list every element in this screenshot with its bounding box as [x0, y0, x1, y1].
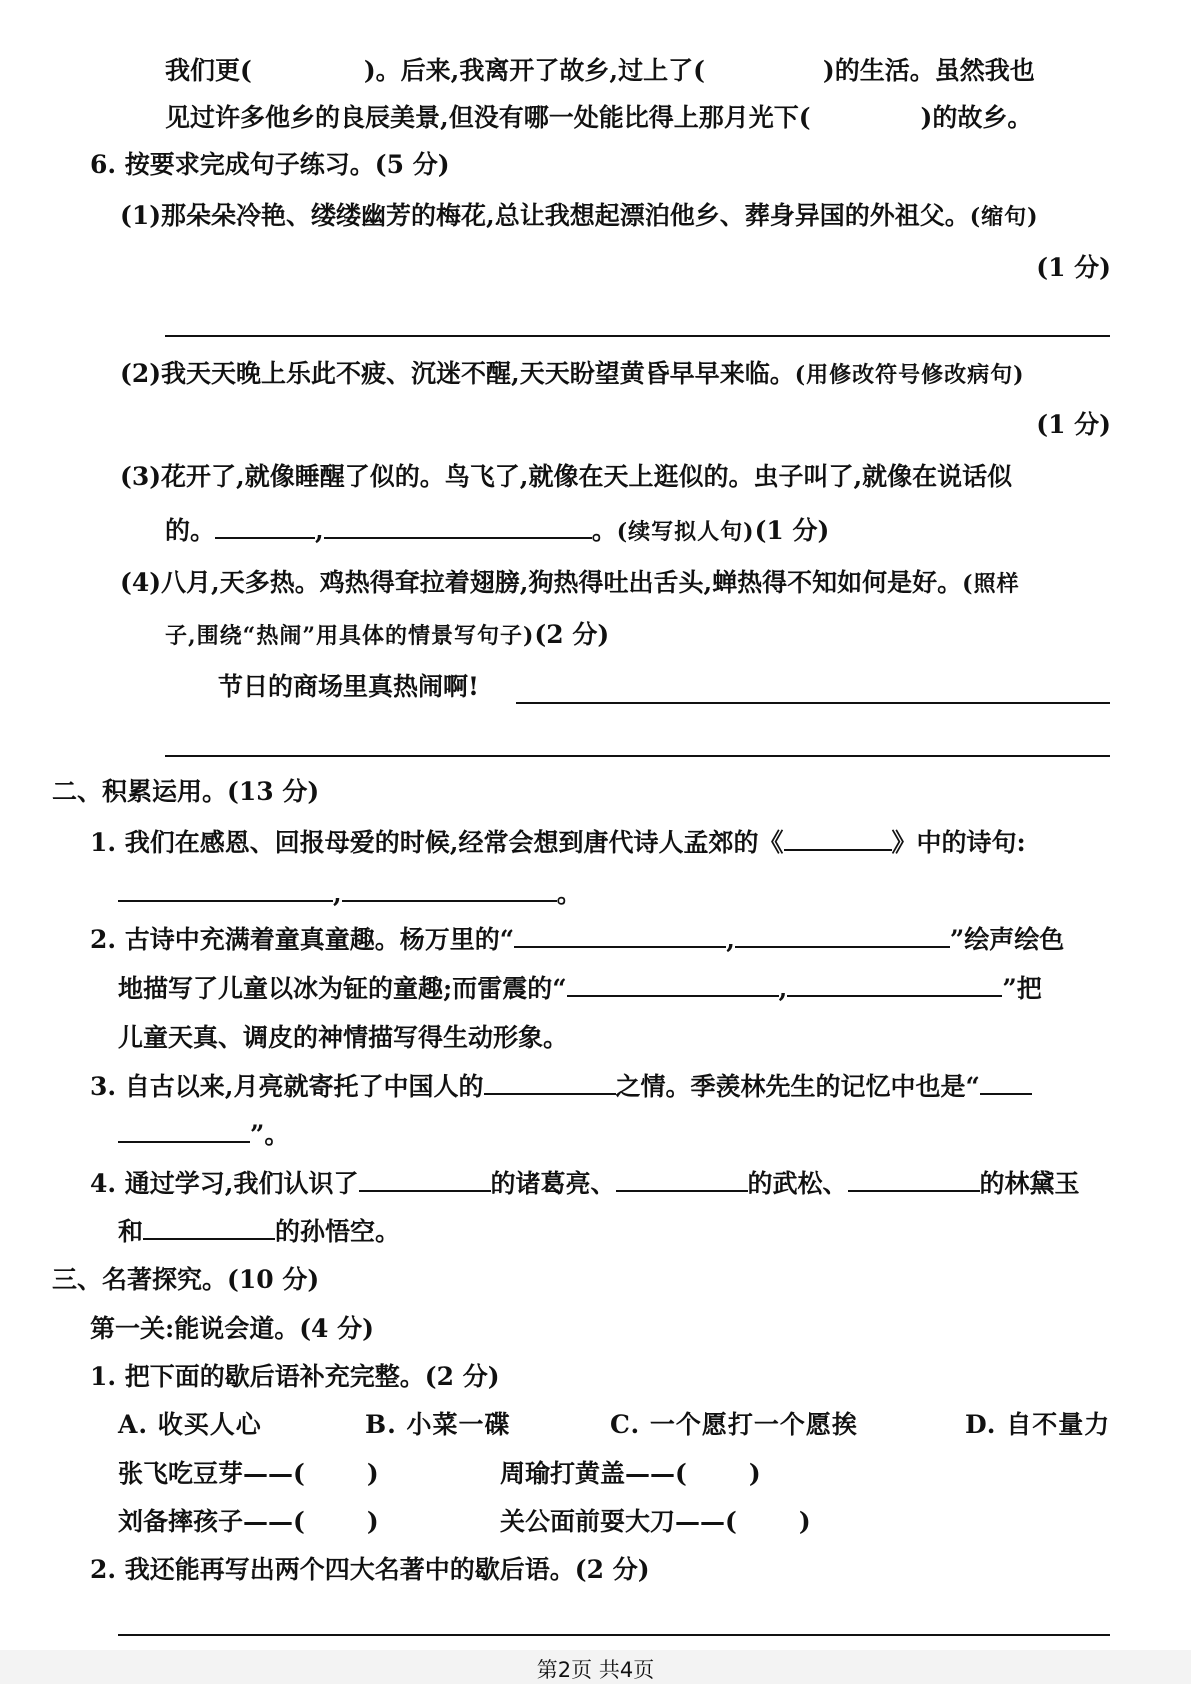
q6-s1-score: (1 分) — [1036, 253, 1111, 282]
sec2-q2 — [90, 922, 1064, 957]
text: 关公面前耍大刀——( — [500, 1507, 737, 1536]
answer-blank-s3-2[interactable] — [324, 513, 592, 539]
answer-blank-wusong[interactable] — [616, 1166, 748, 1192]
text: 刘备摔孩子——( — [118, 1507, 305, 1536]
sec3-q1: 1. 把下面的歇后语补充完整。(2 分) — [90, 1362, 500, 1391]
text: , — [315, 516, 324, 545]
text: 之情。季羡林先生的记忆中也是“ — [615, 1072, 980, 1101]
text: 4. 通过学习,我们认识了 — [90, 1169, 359, 1198]
answer-blank-zhuge[interactable] — [359, 1166, 491, 1192]
text: 的诸葛亮、 — [490, 1169, 616, 1198]
text: 我们更( — [165, 56, 252, 85]
xiehouyu-item-4 — [500, 1505, 811, 1539]
q6-s4-line-2 — [165, 618, 609, 653]
sec3-stage-1: 第一关:能说会道。(4 分) — [90, 1314, 374, 1343]
text: ”。 — [250, 1120, 290, 1149]
text: ) — [366, 1459, 379, 1488]
answer-blank-verse-2[interactable] — [342, 876, 557, 902]
text: (2)我天天晚上乐此不疲、沉迷不醒,天天盼望黄昏早早来临。 — [120, 359, 795, 388]
option-a: A. 收买人心 — [118, 1410, 262, 1439]
sec2-q4 — [90, 1166, 1080, 1201]
text: (4)八月,天多热。鸡热得耷拉着翅膀,狗热得吐出舌头,蝉热得不知如何是好。 — [120, 568, 963, 597]
text: 1. 我们在感恩、回报母爱的时候,经常会想到唐代诗人孟郊的《 — [90, 828, 784, 857]
answer-blank-yang-2[interactable] — [735, 922, 950, 948]
text: )的故乡。 — [920, 103, 1033, 132]
answer-blank-moon[interactable] — [484, 1069, 616, 1095]
answer-line-sec3-q2[interactable] — [118, 1634, 1110, 1636]
task-tag: (用修改符号修改病句) — [794, 362, 1025, 388]
text: 的。 — [165, 516, 216, 545]
text: ) — [748, 1459, 761, 1488]
answer-blank-lin[interactable] — [848, 1166, 980, 1192]
text: 和 — [118, 1217, 144, 1246]
text: 》中的诗句: — [891, 828, 1026, 857]
text: 张飞吃豆芽——( — [118, 1459, 305, 1488]
text: , — [333, 879, 342, 908]
answer-blank-ji-2[interactable] — [118, 1117, 250, 1143]
sec2-q1 — [90, 825, 1026, 860]
section-3-title: 三、名著探究。(10 分) — [52, 1265, 320, 1294]
text: , — [726, 925, 735, 954]
answer-line-s1[interactable] — [165, 335, 1110, 337]
text: 2. 古诗中充满着童真童趣。杨万里的“ — [90, 925, 515, 954]
q6-s3-line-2 — [165, 513, 829, 549]
text: 的林黛玉 — [979, 1169, 1080, 1198]
answer-blank-verse-1[interactable] — [118, 876, 333, 902]
section-2-title: 二、积累运用。(13 分) — [52, 777, 320, 806]
q6-s3-line-1: (3)花开了,就像睡醒了似的。鸟飞了,就像在天上逛似的。虫子叫了,就像在说话似 — [120, 462, 1013, 491]
text: 地描写了儿童以冰为钲的童趣;而雷震的“ — [118, 974, 567, 1003]
xiehouyu-item-1 — [118, 1457, 379, 1491]
answer-blank-s3-1[interactable] — [215, 513, 315, 539]
q6-title: 6. 按要求完成句子练习。(5 分) — [90, 150, 450, 179]
score: (1 分) — [754, 516, 830, 545]
sec2-q1-line-2 — [118, 876, 582, 911]
text: 。 — [556, 879, 582, 908]
answer-blank-yang-1[interactable] — [514, 922, 726, 948]
text: )。后来,我离开了故乡,过上了( — [363, 56, 705, 85]
score: (2 分) — [534, 620, 610, 649]
xiehouyu-item-3 — [118, 1505, 379, 1539]
option-b: B. 小菜一碟 — [365, 1410, 511, 1439]
answer-line-s4-2[interactable] — [165, 755, 1110, 757]
text: ) — [798, 1507, 811, 1536]
sec2-q3 — [90, 1069, 1032, 1104]
answer-blank-lei-2[interactable] — [787, 971, 1002, 997]
text: ) — [366, 1507, 379, 1536]
text: 的孙悟空。 — [275, 1217, 401, 1246]
answer-blank-poem-title[interactable] — [784, 825, 892, 851]
q6-s4-line-1 — [120, 566, 1020, 601]
q5-line-2 — [165, 101, 1032, 135]
q6-s2-score: (1 分) — [1036, 410, 1111, 439]
text: ”绘声绘色 — [949, 925, 1065, 954]
sec2-q3-line-2 — [118, 1117, 289, 1152]
task-tag: (缩句) — [969, 204, 1039, 230]
answer-blank-ji-1[interactable] — [980, 1069, 1032, 1095]
q6-s2 — [120, 357, 1025, 392]
q6-s4-prompt: 节日的商场里真热闹啊! — [218, 672, 479, 701]
task-tag: 子,围绕“热闹”用具体的情景写句子) — [165, 623, 535, 649]
option-c: C. 一个愿打一个愿挨 — [610, 1410, 858, 1439]
sec2-q4-line-2 — [118, 1214, 400, 1249]
text: (1)那朵朵冷艳、缕缕幽芳的梅花,总让我想起漂泊他乡、葬身异国的外祖父。 — [120, 201, 970, 230]
text: )的生活。虽然我也 — [822, 56, 1035, 85]
q6-s1 — [120, 199, 1039, 234]
sec3-q2: 2. 我还能再写出两个四大名著中的歇后语。(2 分) — [90, 1555, 650, 1584]
q5-line-1 — [165, 54, 1035, 88]
answer-line-s4-1[interactable] — [516, 702, 1110, 704]
text: 。 — [591, 516, 617, 545]
text: , — [778, 974, 788, 1003]
task-tag: (续写拟人句) — [616, 519, 755, 545]
xiehouyu-item-2 — [500, 1457, 761, 1491]
page-footer: 第2页 共4页 — [536, 1658, 655, 1682]
text: ”把 — [1002, 974, 1042, 1003]
answer-blank-lei-1[interactable] — [567, 971, 779, 997]
answer-blank-sun[interactable] — [143, 1214, 275, 1240]
text: 3. 自古以来,月亮就寄托了中国人的 — [90, 1072, 484, 1101]
text: 周瑜打黄盖——( — [500, 1459, 687, 1488]
option-d: D. 自不量力 — [965, 1410, 1111, 1439]
sec2-q2-line-3: 儿童天真、调皮的神情描写得生动形象。 — [118, 1023, 569, 1052]
text: 的武松、 — [747, 1169, 848, 1198]
sec2-q2-line-2 — [118, 971, 1042, 1006]
task-tag: (照样 — [962, 571, 1020, 597]
text: 见过许多他乡的良辰美景,但没有哪一处能比得上那月光下( — [165, 103, 811, 132]
